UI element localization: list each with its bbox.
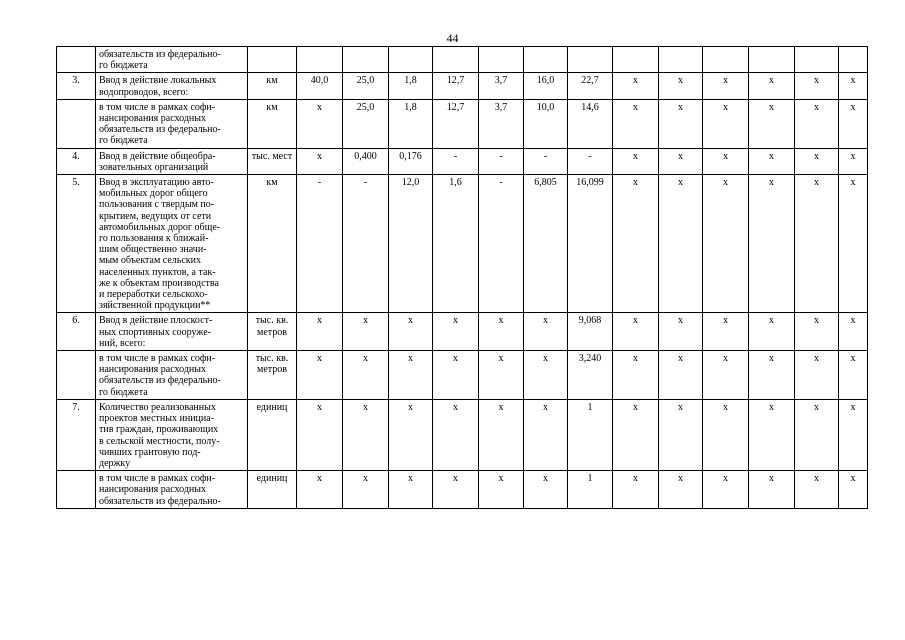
value-cell	[524, 47, 568, 73]
value-cell: 1	[568, 399, 613, 470]
value-cell: х	[297, 471, 343, 509]
description-line: мобильных дорог общего	[99, 188, 208, 200]
table-row	[57, 99, 868, 148]
description-line: Ввод в действие плоскост-	[99, 315, 213, 327]
value-cell: х	[749, 175, 795, 313]
value-cell: х	[795, 73, 839, 99]
value-cell: х	[389, 351, 433, 400]
row-number-cell	[57, 99, 96, 148]
value-cell: х	[297, 351, 343, 400]
value-cell: х	[703, 99, 749, 148]
value-cell: 12,7	[433, 73, 479, 99]
value-cell: х	[839, 73, 868, 99]
value-cell	[343, 47, 389, 73]
value-cell: х	[839, 351, 868, 400]
value-cell: 25,0	[343, 99, 389, 148]
value-cell: х	[524, 313, 568, 351]
unit-cell: тыс. мест	[248, 148, 297, 174]
value-cell: -	[479, 148, 524, 174]
value-cell: х	[659, 313, 703, 351]
table-row	[57, 47, 868, 73]
value-cell: х	[479, 313, 524, 351]
value-cell: х	[613, 73, 659, 99]
value-cell: х	[795, 175, 839, 313]
value-cell: х	[749, 148, 795, 174]
value-cell: -	[343, 175, 389, 313]
value-cell: х	[795, 351, 839, 400]
description-line: в том числе в рамках софи-	[99, 353, 216, 365]
value-cell: х	[524, 351, 568, 400]
value-cell: х	[659, 471, 703, 509]
value-cell: х	[659, 175, 703, 313]
indicator-description-cell	[96, 47, 248, 73]
value-cell: х	[659, 73, 703, 99]
page-number: 44	[446, 31, 459, 45]
value-cell: 16,099	[568, 175, 613, 313]
value-cell: -	[433, 148, 479, 174]
description-line: чивших грантовую под-	[99, 446, 201, 458]
value-cell: х	[795, 99, 839, 148]
value-cell: х	[795, 313, 839, 351]
value-cell: х	[749, 471, 795, 509]
value-cell: х	[795, 148, 839, 174]
value-cell: х	[524, 399, 568, 470]
description-line: зяйственной продукции**	[99, 300, 211, 312]
value-cell: х	[749, 73, 795, 99]
description-line: нансирования расходных	[99, 113, 206, 125]
unit-cell: тыс. кв. метров	[248, 313, 297, 351]
description-line: обязательств из федерально-	[99, 124, 221, 136]
value-cell: х	[343, 313, 389, 351]
value-cell: 10,0	[524, 99, 568, 148]
value-cell	[703, 47, 749, 73]
indicator-description-cell	[96, 148, 248, 174]
description-line: обязательств из федерально-	[99, 495, 221, 507]
value-cell: х	[479, 471, 524, 509]
value-cell: -	[524, 148, 568, 174]
description-line: го бюджета	[99, 386, 148, 398]
value-cell: 1,8	[389, 99, 433, 148]
description-line: крытием, ведущих от сети	[99, 210, 212, 222]
value-cell	[479, 47, 524, 73]
indicator-description-cell	[96, 399, 248, 470]
value-cell: х	[389, 399, 433, 470]
indicator-description-cell	[96, 99, 248, 148]
table-row	[57, 351, 868, 400]
value-cell: -	[297, 175, 343, 313]
value-cell: х	[613, 313, 659, 351]
value-cell	[297, 47, 343, 73]
description-line: мым объектам сельских	[99, 255, 202, 267]
description-line: нансирования расходных	[99, 364, 206, 376]
description-line: в сельской местности, полу-	[99, 435, 220, 447]
value-cell: х	[749, 313, 795, 351]
value-cell: 0,176	[389, 148, 433, 174]
value-cell: х	[659, 99, 703, 148]
value-cell: 12,0	[389, 175, 433, 313]
description-line: водопроводов, всего:	[99, 86, 189, 98]
table-row	[57, 175, 868, 313]
unit-cell: км	[248, 73, 297, 99]
table-row	[57, 471, 868, 509]
value-cell: х	[297, 399, 343, 470]
unit-cell: км	[248, 175, 297, 313]
unit-cell: тыс. кв. метров	[248, 351, 297, 400]
value-cell: 1,8	[389, 73, 433, 99]
indicator-description-cell	[96, 313, 248, 351]
value-cell: 3,240	[568, 351, 613, 400]
value-cell: х	[839, 99, 868, 148]
value-cell: 25,0	[343, 73, 389, 99]
value-cell: х	[839, 399, 868, 470]
value-cell: х	[659, 399, 703, 470]
value-cell: х	[389, 313, 433, 351]
description-line: го бюджета	[99, 135, 148, 147]
description-line: ний, всего:	[99, 337, 146, 349]
value-cell: х	[839, 148, 868, 174]
indicator-description-cell	[96, 175, 248, 313]
value-cell: х	[795, 399, 839, 470]
description-line: в том числе в рамках софи-	[99, 101, 216, 113]
value-cell: х	[343, 351, 389, 400]
description-line: и переработки сельскохо-	[99, 289, 208, 301]
value-cell: х	[479, 399, 524, 470]
unit-cell	[248, 47, 297, 73]
value-cell	[795, 47, 839, 73]
value-cell: х	[613, 351, 659, 400]
value-cell: х	[703, 175, 749, 313]
value-cell: 1	[568, 471, 613, 509]
row-number-cell: 6.	[57, 313, 96, 351]
description-line: ных спортивных сооруже-	[99, 326, 211, 338]
value-cell: х	[839, 313, 868, 351]
indicator-description-cell	[96, 73, 248, 99]
description-line: обязательств из федерально-	[99, 375, 221, 387]
value-cell: х	[613, 471, 659, 509]
value-cell	[749, 47, 795, 73]
value-cell: 12,7	[433, 99, 479, 148]
value-cell: х	[749, 99, 795, 148]
value-cell: х	[703, 148, 749, 174]
description-line: нансирования расходных	[99, 484, 206, 496]
value-cell: х	[433, 351, 479, 400]
value-cell: 9,068	[568, 313, 613, 351]
value-cell: 1,6	[433, 175, 479, 313]
value-cell: х	[613, 399, 659, 470]
value-cell	[613, 47, 659, 73]
description-line: тив граждан, проживающих	[99, 424, 219, 436]
value-cell: 3,7	[479, 99, 524, 148]
description-line: Ввод в действие локальных	[99, 75, 217, 87]
value-cell: 3,7	[479, 73, 524, 99]
value-cell: х	[297, 313, 343, 351]
value-cell: х	[524, 471, 568, 509]
value-cell: х	[703, 313, 749, 351]
value-cell: х	[659, 351, 703, 400]
value-cell: х	[703, 73, 749, 99]
description-line: зовательных организаций	[99, 161, 209, 173]
value-cell: 0,400	[343, 148, 389, 174]
description-line: в том числе в рамках софи-	[99, 473, 216, 485]
value-cell: х	[433, 313, 479, 351]
unit-cell: км	[248, 99, 297, 148]
row-number-cell	[57, 47, 96, 73]
description-line: же к объектам производства	[99, 277, 219, 289]
description-line: Ввод в эксплуатацию авто-	[99, 177, 214, 189]
value-cell	[433, 47, 479, 73]
row-number-cell: 5.	[57, 175, 96, 313]
value-cell	[839, 47, 868, 73]
row-number-cell: 3.	[57, 73, 96, 99]
row-number-cell: 7.	[57, 399, 96, 470]
value-cell	[659, 47, 703, 73]
indicator-description-cell	[96, 471, 248, 509]
value-cell: х	[433, 471, 479, 509]
indicators-table	[56, 46, 868, 509]
value-cell: -	[479, 175, 524, 313]
description-line: Ввод в действие общеобра-	[99, 150, 216, 162]
description-line: населенных пунктов, а так-	[99, 266, 216, 278]
value-cell: х	[297, 99, 343, 148]
description-line: го бюджета	[99, 60, 148, 72]
value-cell	[389, 47, 433, 73]
description-line: проектов местных инициа-	[99, 413, 215, 425]
value-cell: х	[433, 399, 479, 470]
description-line: автомобильных дорог обще-	[99, 221, 221, 233]
value-cell: 22,7	[568, 73, 613, 99]
value-cell	[568, 47, 613, 73]
value-cell: х	[479, 351, 524, 400]
row-number-cell: 4.	[57, 148, 96, 174]
row-number-cell	[57, 351, 96, 400]
value-cell: х	[703, 399, 749, 470]
value-cell: х	[795, 471, 839, 509]
value-cell: х	[613, 99, 659, 148]
value-cell: х	[749, 351, 795, 400]
value-cell: х	[613, 175, 659, 313]
value-cell: 6,805	[524, 175, 568, 313]
description-line: обязательств из федерально-	[99, 49, 221, 60]
row-number-cell	[57, 471, 96, 509]
unit-cell: единиц	[248, 471, 297, 509]
table-row	[57, 148, 868, 174]
value-cell: х	[389, 471, 433, 509]
table-row	[57, 73, 868, 99]
value-cell: х	[703, 471, 749, 509]
value-cell: х	[749, 399, 795, 470]
value-cell: х	[659, 148, 703, 174]
value-cell: х	[343, 471, 389, 509]
value-cell: х	[613, 148, 659, 174]
description-line: го пользования к ближай-	[99, 233, 209, 245]
indicator-description-cell	[96, 351, 248, 400]
value-cell: х	[839, 175, 868, 313]
value-cell: 14,6	[568, 99, 613, 148]
value-cell: х	[839, 471, 868, 509]
value-cell: 40,0	[297, 73, 343, 99]
value-cell: -	[568, 148, 613, 174]
value-cell: х	[343, 399, 389, 470]
value-cell: х	[703, 351, 749, 400]
table-row	[57, 313, 868, 351]
description-line: шим общественно значи-	[99, 244, 207, 256]
description-line: пользования с твердым по-	[99, 199, 215, 211]
table-row	[57, 399, 868, 470]
value-cell: 16,0	[524, 73, 568, 99]
unit-cell: единиц	[248, 399, 297, 470]
description-line: держку	[99, 457, 131, 469]
description-line: Количество реализованных	[99, 401, 216, 413]
value-cell: х	[297, 148, 343, 174]
